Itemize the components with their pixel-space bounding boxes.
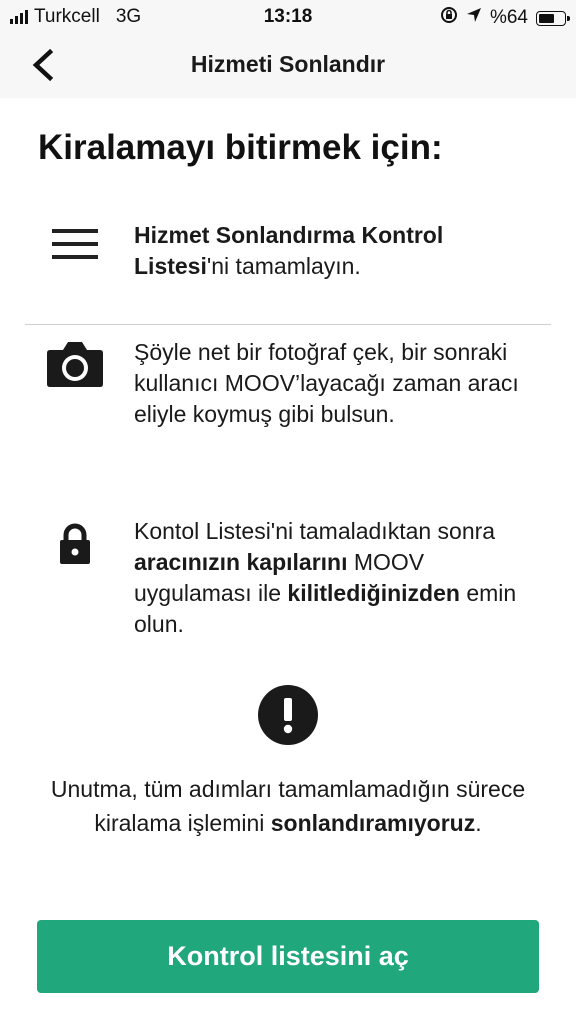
step-text: Şöyle net bir fotoğraf çek, bir sonraki kullanıcı MOOV’layacağı zaman aracı eliyle koymuş gibi bulsun. — [134, 339, 519, 427]
open-checklist-button[interactable]: Kontrol listesini aç — [37, 920, 539, 993]
orientation-lock-icon — [440, 6, 458, 30]
instructions-heading: Kiralamayı bitirmek için: — [38, 128, 443, 167]
reminder-text-part: . — [475, 810, 482, 836]
camera-icon — [40, 339, 110, 389]
step-emphasis: kilitlediğinizden — [287, 580, 460, 606]
network-type: 3G — [115, 6, 142, 27]
step-text — [134, 516, 544, 640]
exclamation-icon — [257, 684, 319, 746]
divider — [25, 324, 551, 325]
reminder-text-part: Unutma, tüm adımları tamamlamadığın sürece kiralama işlemini — [50, 776, 526, 836]
lock-icon — [40, 522, 110, 566]
step-emphasis: aracınızın kapılarını — [134, 549, 348, 575]
battery-icon — [536, 11, 566, 26]
reminder-text — [40, 772, 536, 840]
location-arrow-icon — [466, 7, 482, 29]
carrier-name: Turkcell — [34, 6, 100, 27]
step-text-part: MOOV uygulaması ile — [134, 549, 425, 606]
battery-percentage: %64 — [489, 7, 528, 28]
step-text-part: Kontol Listesi'ni tamaladıktan sonra — [134, 518, 496, 544]
step-text — [134, 220, 544, 282]
navigation-bar — [0, 34, 576, 98]
page-title: Hizmeti Sonlandır — [190, 51, 386, 77]
step-emphasis: Hizmet Sonlandırma Kontrol Listesi — [134, 222, 444, 279]
hamburger-list-icon — [40, 226, 110, 262]
step-text-part: emin olun. — [134, 580, 517, 637]
reminder-emphasis: sonlandıramıyoruz — [270, 810, 476, 836]
step-text-part: 'ni tamamlayın. — [206, 253, 361, 279]
clock: 13:18 — [263, 6, 313, 27]
status-bar — [0, 0, 576, 34]
